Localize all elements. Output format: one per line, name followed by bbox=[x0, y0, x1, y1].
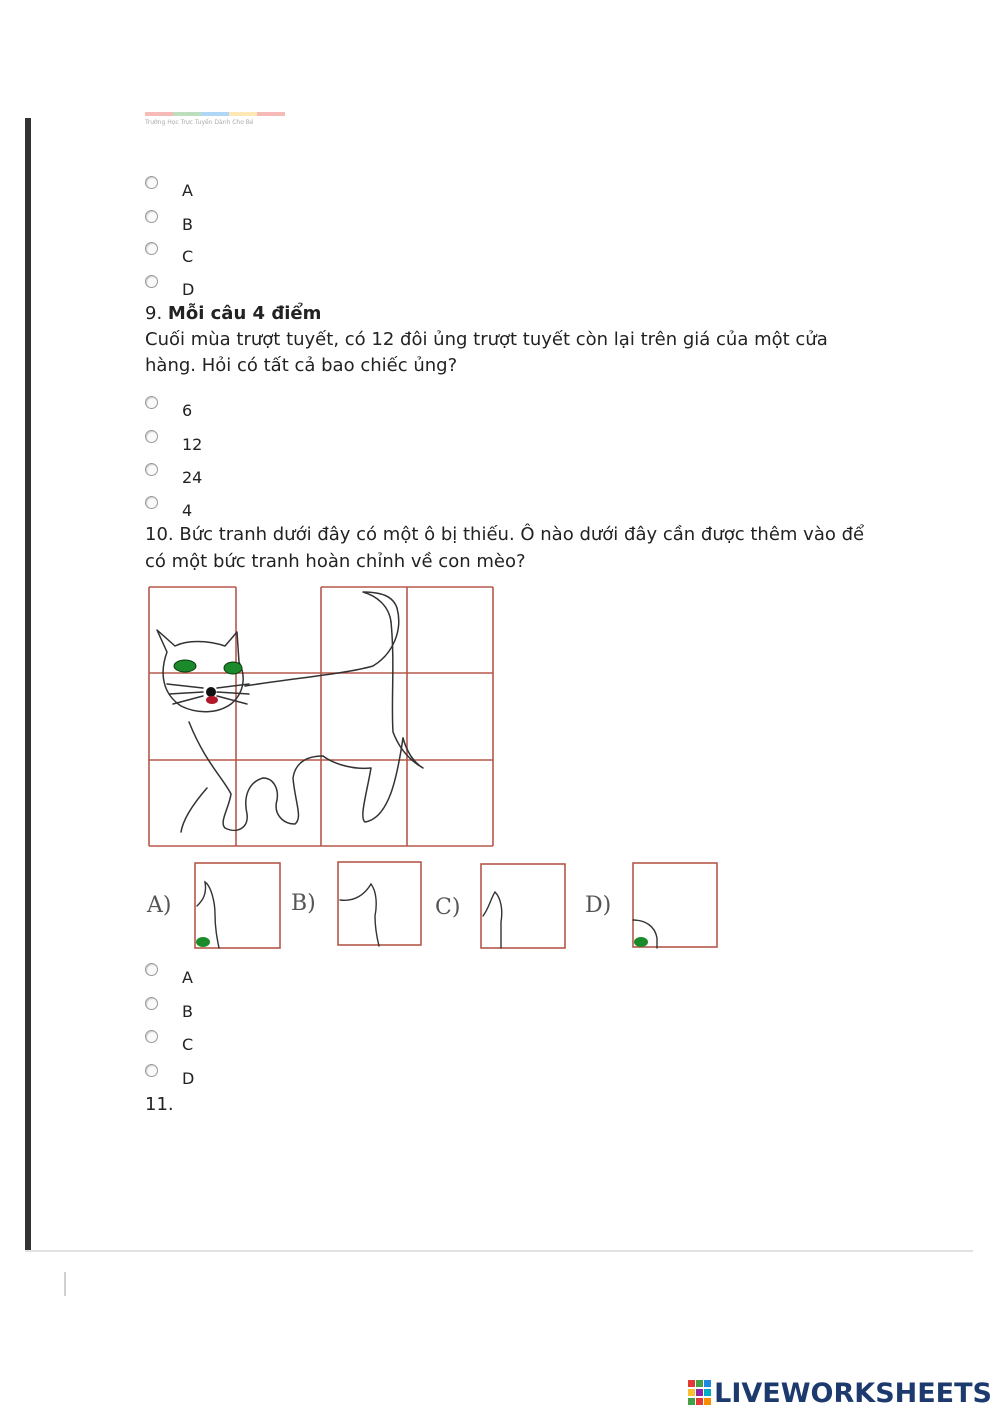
radio-button[interactable] bbox=[145, 463, 158, 476]
q11-number: 11. bbox=[145, 1094, 174, 1115]
radio-button[interactable] bbox=[145, 1030, 158, 1043]
option-label: 6 bbox=[182, 401, 193, 420]
radio-button[interactable] bbox=[145, 1064, 158, 1077]
page-bottom-rule bbox=[25, 1250, 973, 1252]
radio-button[interactable] bbox=[145, 210, 158, 223]
page-break-mark bbox=[64, 1272, 66, 1296]
radio-button[interactable] bbox=[145, 997, 158, 1010]
points-label: Mỗi câu 4 điểm bbox=[167, 303, 322, 324]
option-label: D bbox=[182, 1069, 195, 1088]
liveworksheets-logo[interactable] bbox=[688, 1376, 992, 1410]
logo-tagline: Trường Học Trực Tuyến Dành Cho Bé bbox=[145, 119, 254, 126]
option-label: 4 bbox=[182, 501, 193, 520]
choice-tile-b bbox=[338, 862, 421, 945]
choice-label-d: D) bbox=[585, 893, 612, 918]
choice-tile-c bbox=[481, 864, 565, 948]
option-label: 24 bbox=[182, 468, 203, 487]
q9-text-line1: Cuối mùa trượt tuyết, có 12 đôi ủng trượt tuyết còn lại trên giá của một cửa bbox=[145, 329, 828, 350]
question-number: 9. bbox=[145, 303, 163, 324]
option-label: A bbox=[182, 181, 193, 200]
radio-button[interactable] bbox=[145, 275, 158, 288]
radio-button[interactable] bbox=[145, 430, 158, 443]
left-margin-bar bbox=[25, 118, 31, 1252]
option-label: 12 bbox=[182, 435, 203, 454]
option-label: C bbox=[182, 247, 194, 266]
option-label: C bbox=[182, 1035, 194, 1054]
brand-text: LIVEWORKSHEETS bbox=[714, 1377, 992, 1409]
radio-button[interactable] bbox=[145, 496, 158, 509]
choice-tile-a bbox=[195, 863, 280, 948]
option-label: B bbox=[182, 215, 193, 234]
q10-text-line1: 10. Bức tranh dưới đây có một ô bị thiếu. Ô nào dưới đây cần được thêm vào để bbox=[145, 524, 865, 545]
option-label: D bbox=[182, 280, 195, 299]
q9-text-line2: hàng. Hỏi có tất cả bao chiếc ủng? bbox=[145, 355, 458, 376]
choice-label-c: C) bbox=[435, 895, 461, 920]
option-label: B bbox=[182, 1002, 193, 1021]
radio-button[interactable] bbox=[145, 396, 158, 409]
choice-tile-d bbox=[633, 863, 717, 947]
answer-choice-images bbox=[145, 858, 725, 954]
liveworksheets-icon bbox=[688, 1380, 712, 1406]
option-label: A bbox=[182, 968, 193, 987]
q10-text-line2: có một bức tranh hoàn chỉnh về con mèo? bbox=[145, 551, 526, 572]
school-logo bbox=[145, 112, 295, 134]
radio-button[interactable] bbox=[145, 963, 158, 976]
cat-puzzle-figure bbox=[145, 582, 497, 850]
choice-label-a: A) bbox=[147, 893, 172, 918]
radio-button[interactable] bbox=[145, 242, 158, 255]
radio-button[interactable] bbox=[145, 176, 158, 189]
q9-heading bbox=[145, 301, 321, 327]
choice-label-b: B) bbox=[291, 891, 316, 916]
